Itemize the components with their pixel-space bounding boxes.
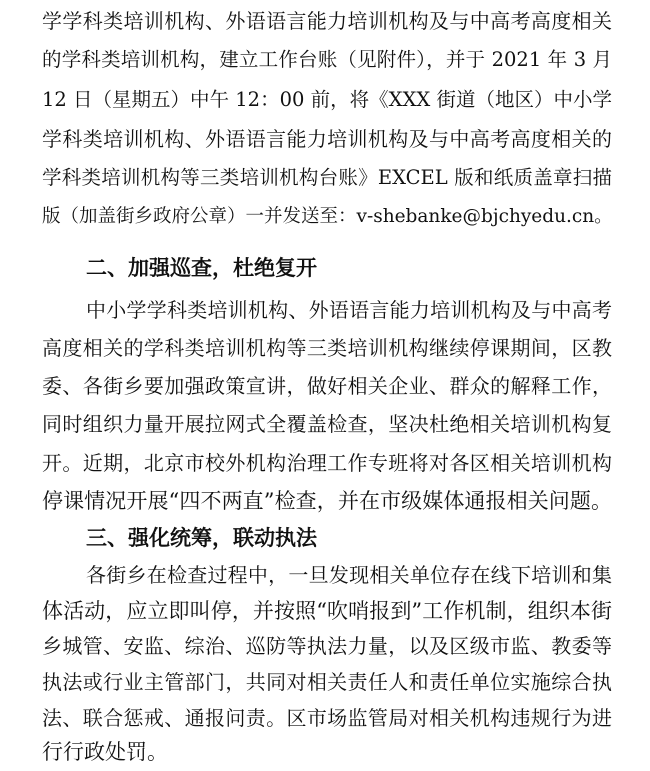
paragraph-line: 版（加盖街乡政府公章）一并发送至：v-shebanke@bjchyedu.cn。 xyxy=(42,206,613,227)
paragraph-line: 学科类培训机构、外语语言能力培训机构及与中高考高度相关的 xyxy=(42,127,612,151)
paragraph-line: 停课情况开展“四不两直”检查，并在市级媒体通报相关问题。 xyxy=(42,489,612,513)
paragraph-line: 法、联合惩戒、通报问责。区市场监管局对相关机构违规行为进 xyxy=(42,706,612,730)
paragraph-line: 委、各街乡要加强政策宣讲，做好相关企业、群众的解释工作， xyxy=(42,374,612,398)
paragraph-line: 的学科类培训机构，建立工作台账（见附件），并于 2021 年 3 月 xyxy=(42,48,612,71)
paragraph-line: 12 日（星期五）中午 12：00 前，将《XXX 街道（地区）中小学 xyxy=(42,88,612,111)
section-heading: 二、加强巡查，杜绝复开 xyxy=(86,256,317,280)
paragraph-line: 同时组织力量开展拉网式全覆盖检查，坚决杜绝相关培训机构复 xyxy=(42,412,612,436)
paragraph-line: 开。近期，北京市校外机构治理工作专班将对各区相关培训机构 xyxy=(42,451,612,475)
paragraph-line: 学学科类培训机构、外语语言能力培训机构及与中高考高度相关 xyxy=(42,9,612,33)
paragraph-line: 乡城管、安监、综治、巡防等执法力量，以及区级市监、教委等 xyxy=(42,634,612,658)
paragraph-line: 行行政处罚。 xyxy=(42,740,168,764)
paragraph-line: 学科类培训机构等三类培训机构台账》EXCEL 版和纸质盖章扫描 xyxy=(42,166,612,189)
paragraph-line: 体活动，应立即叫停，并按照“吹哨报到”工作机制，组织本街 xyxy=(42,599,612,623)
paragraph-line: 高度相关的学科类培训机构等三类培训机构继续停课期间，区教 xyxy=(42,336,612,360)
paragraph-line: 各街乡在检查过程中，一旦发现相关单位存在线下培训和集 xyxy=(86,563,612,587)
paragraph-line: 执法或行业主管部门，共同对相关责任人和责任单位实施综合执 xyxy=(42,670,612,694)
section-heading: 三、强化统筹，联动执法 xyxy=(86,526,317,550)
paragraph-line: 中小学学科类培训机构、外语语言能力培训机构及与中高考 xyxy=(86,298,612,322)
